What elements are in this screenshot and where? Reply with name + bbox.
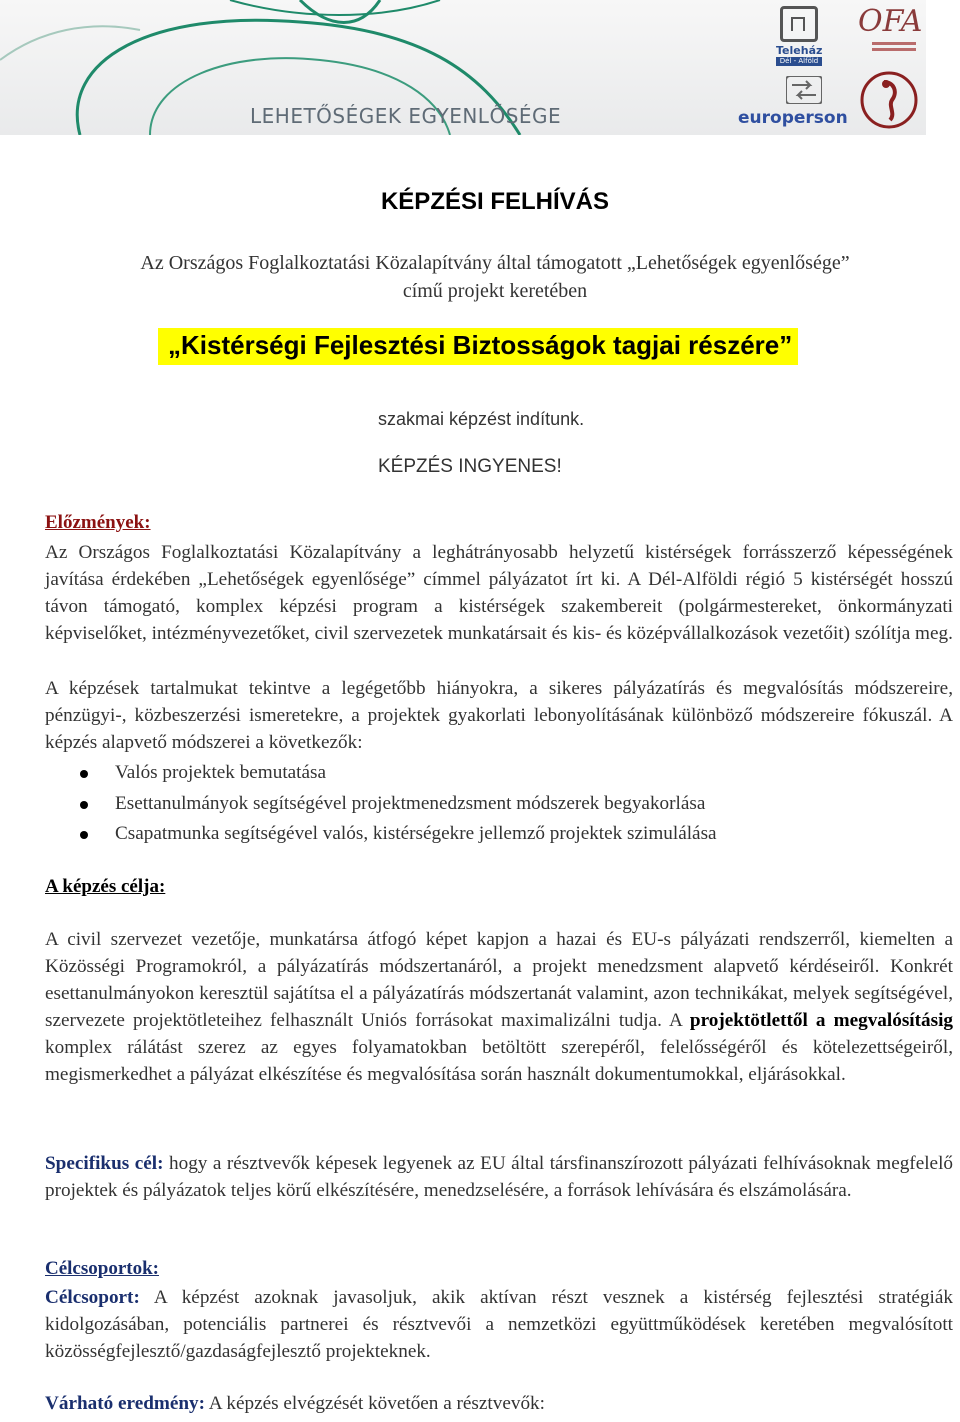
expected-result-paragraph (45, 1390, 953, 1417)
methods-list (80, 758, 717, 850)
intro-line: című projekt keretében (402, 280, 588, 302)
goal-text-a: A civil szervezet vezetője, munkatársa átfogó képet kapjon a hazai és EU-s pályázati rendszerről, kiemelten a Közösségi Programokról, a pályázatírás módszertanáról, a projekt menedzsment alapvető kérdéseiről. Konkrét esettanulmányokon keresztül sajátítsa el a pályázatírás módszertanát valamint, azon technikákat, melyek segítségével, szervezete projektötleteihez felhasznált Uniós forrásokat maximalizálni tudja. A (45, 929, 953, 1031)
list-item (80, 789, 717, 820)
arrows-icon (786, 76, 822, 104)
background-heading: Előzmények: (45, 512, 151, 533)
subtitle-highlight (158, 328, 798, 365)
target-group-label: Célcsoport: (45, 1287, 140, 1308)
list-item (80, 819, 717, 850)
goal-text-b: komplex rálátást szerez az egyes folyamatokban betöltött szerepéről, felelősségéről és kötelezettségeiről, megismerkedhet a pályázat elkészítése és megvalósítása során használt dokumentumokkal, eljárásokkal. (45, 1037, 953, 1085)
list-item-text: Valós projektek bemutatása (115, 762, 326, 783)
figure-circle-logo (860, 70, 918, 130)
telehaz-logo-sub: Dél - Alföld (776, 57, 822, 66)
target-group-paragraph (45, 1284, 953, 1365)
list-item-text: Csapatmunka segítségével valós, kistérségekre jellemző projektek szimulálása (115, 823, 717, 844)
expected-result-text: A képzés elvégzését követően a résztvevők: (205, 1393, 545, 1414)
target-group-text: A képzést azoknak javasoljuk, akik aktívan részt vesznek a kistérség fejlesztési stratégiák kidolgozásában, potenciális partnerei és résztvevői a nemzetközi együttműködések keretében megvalósított közösségfejlesztő/gazdaságfejlesztő projekteknek. (45, 1287, 953, 1362)
ofa-logo-text: OFA (858, 4, 923, 39)
ofa-logo-stripe (872, 42, 916, 45)
goal-text-bold: projektötlettől a megvalósításig (689, 1010, 953, 1031)
goal-heading: A képzés célja: (45, 876, 166, 897)
europerson-logo: europerson (738, 108, 848, 128)
list-item (80, 758, 717, 789)
specific-goal-paragraph (45, 1150, 953, 1204)
specific-goal-label: Specifikus cél: (45, 1153, 164, 1174)
target-groups-heading: Célcsoportok: (45, 1258, 159, 1279)
page-title: KÉPZÉSI FELHÍVÁS (380, 188, 610, 215)
bullet-icon (80, 770, 88, 778)
training-line: szakmai képzést indítunk. (378, 409, 585, 429)
intro-line: Az Országos Foglalkoztatási Közalapítvány által támogatott „Lehetőségek egyenlősége” (140, 252, 850, 274)
intro-text (0, 249, 960, 305)
list-item-text: Esettanulmányok segítségével projektmenedzsment módszerek begyakorlása (115, 792, 706, 814)
ofa-logo (858, 4, 922, 70)
telehaz-logo (776, 6, 822, 70)
header-banner (0, 0, 926, 135)
house-icon (780, 6, 818, 42)
bullet-icon (80, 831, 88, 839)
specific-goal-text: hogy a résztvevők képesek legyenek az EU által társfinanszírozott pályázati felhívásoknak megfelelő projektek és pályázatok teljes körű elkészítésére, menedzselésére, a források lehívására és elszámolására. (45, 1153, 953, 1201)
telehaz-logo-name: Teleház (776, 44, 823, 57)
subtitle: „Kistérségi Fejlesztési Biztosságok tagjai részére” (158, 328, 798, 365)
goal-paragraph (45, 926, 953, 1088)
ofa-logo-stripe (872, 48, 916, 51)
methods-paragraph: A képzések tartalmukat tekintve a legégetőbb hiányokra, a sikeres pályázatírás és megvalósítás módszereire, pénzügyi-, közbeszerzési ismeretekre, a projektek gyakorlati lebonyolításának különböző módszereire fókuszál. A képzés alapvető módszerei a következők: (45, 678, 953, 753)
background-paragraph: Az Országos Foglalkoztatási Közalapítvány a leghátrányosabb helyzetű kistérségek forrásszerző képességének javítása érdekében „Lehetőségek egyenlősége” címmel pályázatot írt ki. A Dél-Alföldi régió 5 kistérségét hosszú távon támogató, komplex képzési program a kistérségek szakembereit (polgármestereket, önkormányzati képviselőket, intézményvezetőket, civil szervezetek munkatársait és kis- és középvállalkozások vezetőit) szólítja meg. (45, 542, 953, 644)
banner-caption: LEHETŐSÉGEK EGYENLŐSÉGE (250, 104, 562, 128)
bullet-icon (80, 801, 88, 809)
free-training-line: KÉPZÉS INGYENES! (378, 456, 562, 477)
expected-result-label: Várható eredmény: (45, 1393, 206, 1414)
